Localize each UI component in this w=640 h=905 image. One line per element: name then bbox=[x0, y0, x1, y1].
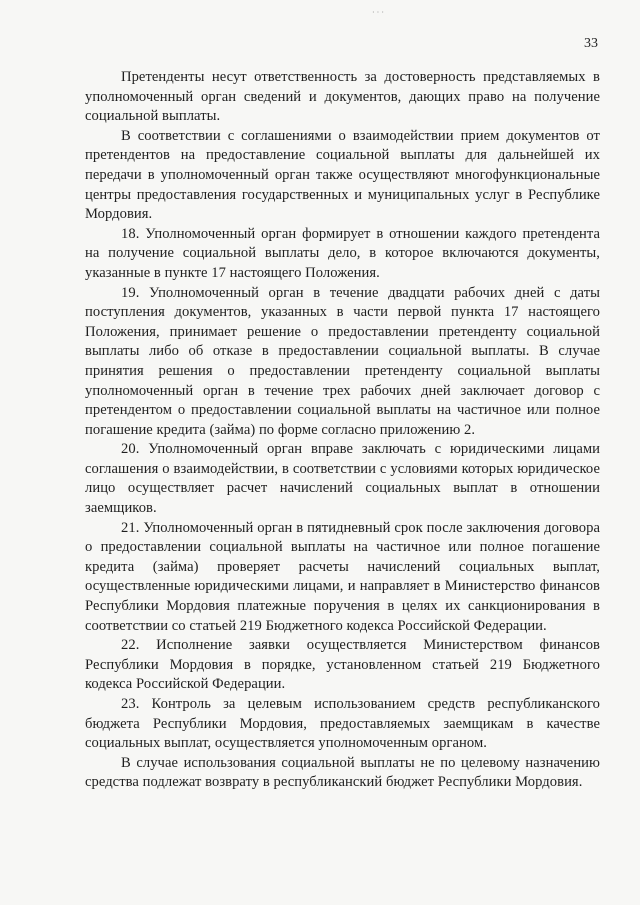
paragraph-misuse: В случае использования социальной выплаты не по целевому назначению средства подлежат возврату в республиканский бюджет Республики Мордовия. bbox=[85, 754, 600, 791]
page-number: 33 bbox=[584, 36, 598, 51]
document-body bbox=[85, 68, 600, 793]
paragraph-18: 18. Уполномоченный орган формирует в отношении каждого претендента на получение социальной выплаты дело, в которое включаются документы, указанные в пункте 17 настоящего Положения. bbox=[85, 225, 600, 281]
paragraph-21: 21. Уполномоченный орган в пятидневный срок после заключения договора о предоставлении социальной выплаты на частичное или полное погашение кредита (займа) проверяет расчеты начислений социальных выплат, осуществленные юридическими лицами, и направляет в Министерство финансов Республики Мордовия платежные поручения в целях их санкционирования в соответствии со статьей 219 Бюджетного кодекса Российской Федерации. bbox=[85, 519, 600, 634]
paragraph-mfc: В соответствии с соглашениями о взаимодействии прием документов от претендентов на предоставление социальной выплаты для дальнейшей их передачи в уполномоченный орган также осуществляют многофункциональные центры предоставления государственных и муниципальных услуг в Республике Мордовия. bbox=[85, 127, 600, 223]
paragraph-22: 22. Исполнение заявки осуществляется Министерством финансов Республики Мордовия в порядке, установленном статьей 219 Бюджетного кодекса Российской Федерации. bbox=[85, 637, 600, 693]
paragraph-20: 20. Уполномоченный орган вправе заключать с юридическими лицами соглашения о взаимодействии, в соответствии с условиями которых юридическое лицо осуществляет расчет начислений социальных выплат в отношении заемщиков. bbox=[85, 441, 600, 517]
paragraph-23: 23. Контроль за целевым использованием средств республиканского бюджета Республики Мордовия, предоставляемых заемщикам в качестве социальных выплат, осуществляется уполномоченным органом. bbox=[85, 696, 600, 752]
paragraph-19: 19. Уполномоченный орган в течение двадцати рабочих дней с даты поступления документов, указанных в части первой пункта 17 настоящего Положения, принимает решение о предоставлении претенденту социальной выплаты либо об отказе в предоставлении социальной выплаты. В случае принятия решения о предоставлении претенденту социальной выплаты уполномоченный орган в течение трех рабочих дней заключает договор с претендентом о предоставлении социальной выплаты на частичное или полное погашение кредита (займа) по форме согласно приложению 2. bbox=[85, 284, 600, 438]
scan-artifact: · · · bbox=[372, 8, 384, 17]
paragraph-responsibility: Претенденты несут ответственность за достоверность представляемых в уполномоченный орган сведений и документов, дающих право на получение социальной выплаты. bbox=[85, 69, 600, 125]
